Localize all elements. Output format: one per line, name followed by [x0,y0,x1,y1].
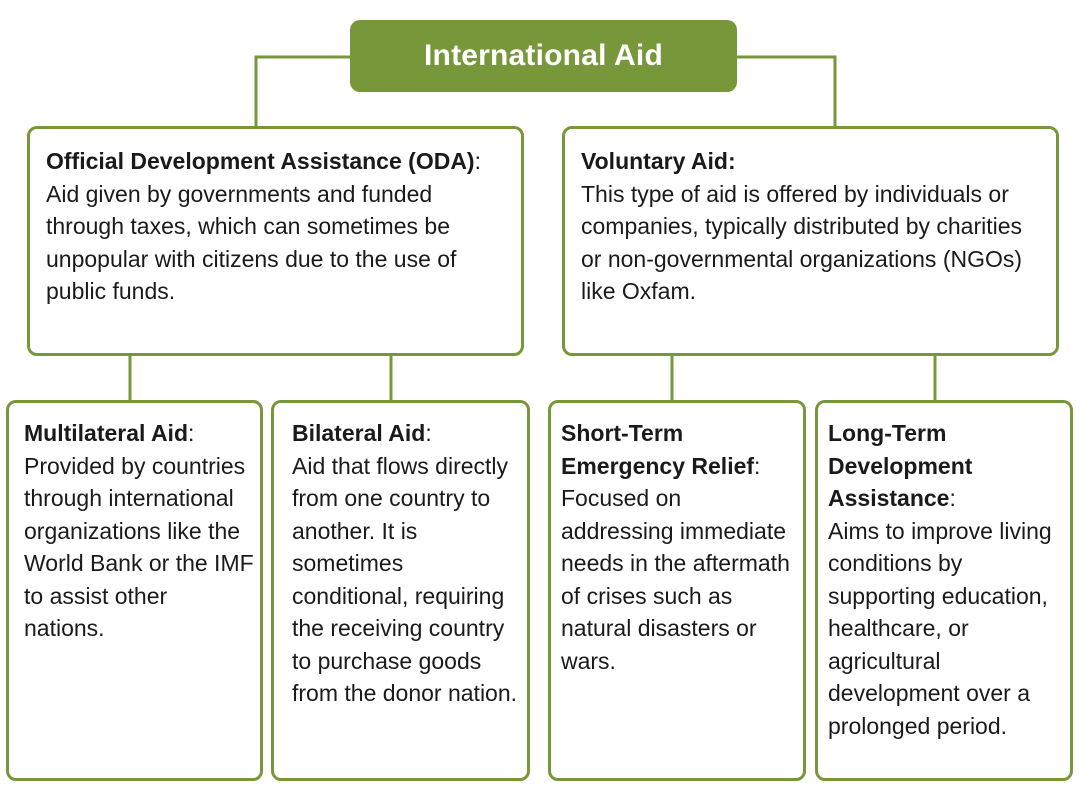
long-term-assistance-colon: : [949,485,956,511]
multilateral-aid-node [6,400,263,781]
bilateral-aid-description: Aid that flows directly from one country to another. It is sometimes conditional, requiring the receiving country to purchase goods from the donor nation. [292,452,518,706]
multilateral-aid-description: Provided by countries through international organizations like the World Bank or the IMF to assist other nations. [24,452,254,641]
short-term-relief-colon: : [754,452,761,479]
multilateral-aid-heading: Multilateral Aid [24,420,188,446]
connector-title-voluntary [736,57,835,126]
long-term-assistance-heading: Long-Term Development Assistance [828,420,973,511]
title-node [350,20,737,92]
oda-colon: : [474,148,481,174]
bilateral-aid-heading: Bilateral Aid [292,420,426,446]
long-term-assistance-node [815,400,1073,781]
long-term-assistance-description: Aims to improve living conditions by supporting education, healthcare, or agricultural development over a prolonged period. [828,517,1052,739]
bilateral-aid-node [271,400,530,781]
bilateral-aid-colon: : [425,420,432,446]
multilateral-aid-colon: : [188,420,195,446]
connector-title-oda [256,57,351,126]
voluntary-aid-node [562,126,1059,356]
short-term-relief-description: Focused on addressing immediate needs in the aftermath of crises such as natural disasters or wars. [561,485,790,674]
voluntary-aid-description: This type of aid is offered by individuals or companies, typically distributed by charities or non-governmental organizations (NGOs) like Oxfam. [581,180,1023,304]
oda-description: Aid given by governments and funded through taxes, which can sometimes be unpopular with citizens due to the use of public funds. [46,180,457,304]
oda-heading: Official Development Assistance (ODA) [46,148,475,174]
oda-node [27,126,524,356]
short-term-relief-heading: Short-Term Emergency Relief [561,420,755,479]
voluntary-aid-heading: Voluntary Aid: [581,148,736,174]
title-text: International Aid [424,39,663,72]
short-term-relief-node [548,400,806,781]
